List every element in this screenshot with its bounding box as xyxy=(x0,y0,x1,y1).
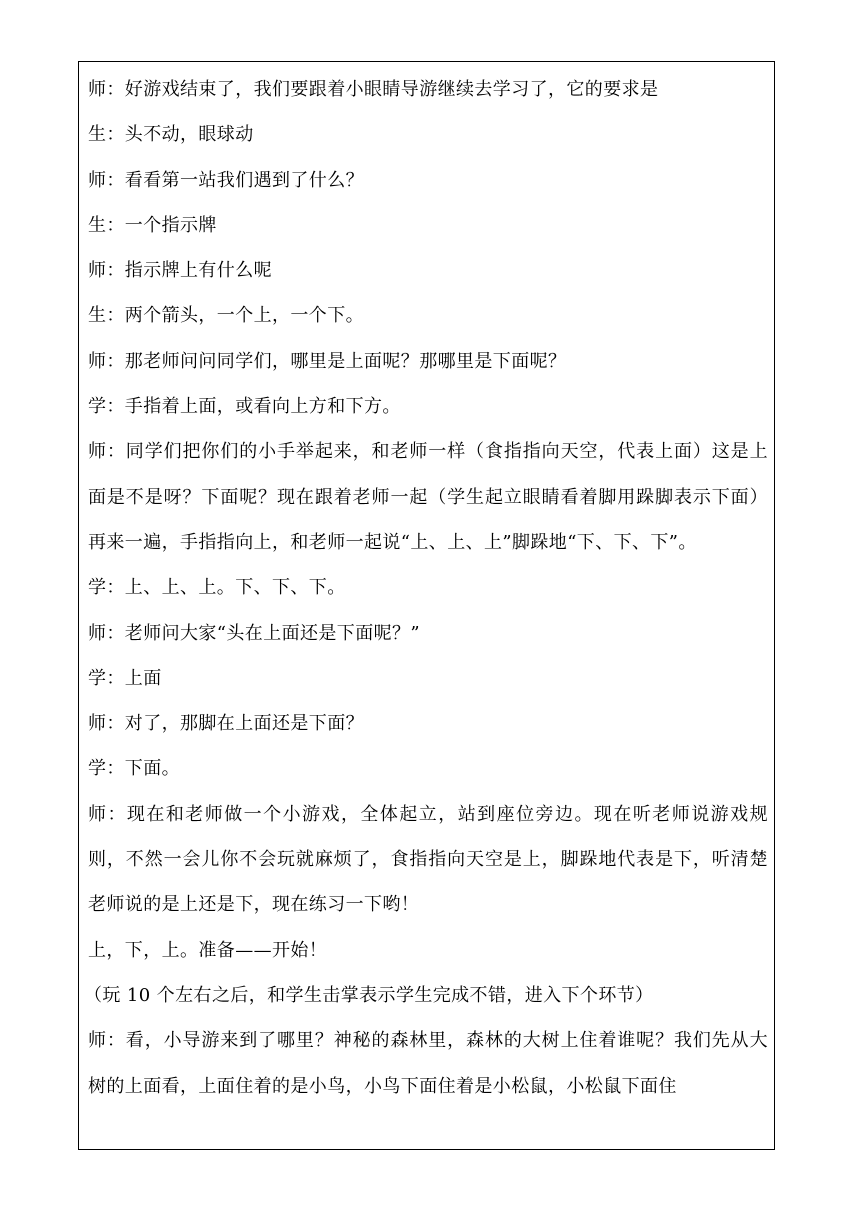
paragraph: 师：那老师问问同学们，哪里是上面呢？那哪里是下面呢？ xyxy=(88,350,567,372)
paragraph: 学：上面 xyxy=(88,667,162,689)
paragraph: 师：现在和老师做一个小游戏，全体起立，站到座位旁边。现在听老师说游戏规则，不然一会儿你不会玩就麻烦了，食指指向天空是上，脚跺地代表是下，听清楚老师说的是上还是下，现在练习一下哟！ xyxy=(88,803,768,916)
paragraph: 生：一个指示牌 xyxy=(88,214,217,236)
paragraph: 生：两个箭头，一个上，一个下。 xyxy=(88,305,364,327)
paragraph: 学：手指着上面，或看向上方和下方。 xyxy=(88,396,401,418)
paragraph: 师：好游戏结束了，我们要跟着小眼睛导游继续去学习了，它的要求是 xyxy=(88,79,659,100)
paragraph: 师：看，小导游来到了哪里？神秘的森林里，森林的大树上住着谁呢？我们先从大树的上面看，上面住着的是小鸟，小鸟下面住着是小松鼠，小松鼠下面住 xyxy=(88,1030,768,1097)
paragraph: 师：老师问大家“头在上面还是下面呢？” xyxy=(88,622,421,644)
paragraph: 上，下，上。准备——开始！ xyxy=(88,939,328,961)
paragraph: 生：头不动，眼球动 xyxy=(88,124,254,146)
lesson-transcript xyxy=(84,67,768,1109)
paragraph: 师：同学们把你们的小手举起来，和老师一样（食指指向天空，代表上面）这是上面是不是呀？下面呢？现在跟着老师一起（学生起立眼睛看着脚用跺脚表示下面）再来一遍，手指指向上，和老师一起说“上、上、上”脚跺地“下、下、下”。 xyxy=(88,441,768,553)
paragraph: 学：上、上、上。下、下、下。 xyxy=(88,577,346,599)
paragraph: 学：下面。 xyxy=(88,758,180,780)
paragraph: 师：看看第一站我们遇到了什么？ xyxy=(88,169,364,191)
paragraph: 师：对了，那脚在上面还是下面？ xyxy=(88,713,364,735)
paragraph: 师：指示牌上有什么呢 xyxy=(88,260,272,282)
stage-direction: （玩 10 个左右之后，和学生击掌表示学生完成不错，进入下个环节） xyxy=(84,984,654,1006)
